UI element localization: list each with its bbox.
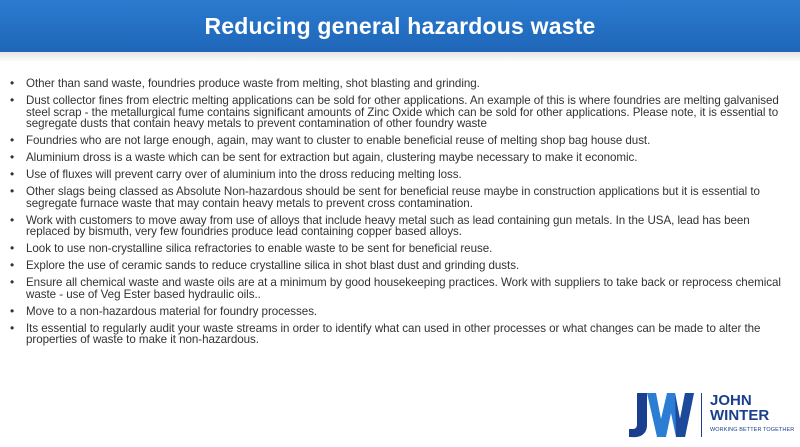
bullet-item: • Foundries who are not large enough, again, may want to cluster to enable beneficial reuse of melting shop bag house dust. [10, 135, 792, 147]
slide-title: Reducing general hazardous waste [204, 12, 596, 39]
bullet-item: • Work with customers to move away from use of alloys that include heavy metal such as lead containing gun metals. In the USA, lead has been replaced by bismuth, very few foundries produce lead containing copper based alloys. [10, 215, 792, 238]
title-bar [0, 0, 800, 52]
jw-monogram-icon [625, 391, 695, 439]
bullet-item: • Explore the use of ceramic sands to reduce crystalline silica in shot blast dust and grinding dusts. [10, 260, 792, 272]
bullet-item: • Ensure all chemical waste and waste oils are at a minimum by good housekeeping practices. Work with suppliers to take back or reprocess chemical waste - use of Veg Ester based hydraulic oils.. [10, 277, 792, 300]
bullet-item: • Other than sand waste, foundries produce waste from melting, shot blasting and grinding. [10, 78, 792, 90]
logo-line-2: WINTER [710, 407, 770, 424]
bullet-item: • Other slags being classed as Absolute Non-hazardous should be sent for beneficial reuse maybe in construction applications but it is essential to segregate furnace waste that may contain heavy metals to prevent cross contamination. [10, 186, 792, 209]
logo-wordmark [710, 393, 769, 423]
company-logo [625, 389, 795, 441]
bullet-item: • Move to a non-hazardous material for foundry processes. [10, 306, 792, 318]
bullet-item: • Its essential to regularly audit your waste streams in order to identify what can used in other processes or what changes can be made to alter the properties of waste to make it non-hazardous. [10, 323, 792, 346]
bullet-item: • Aluminium dross is a waste which can be sent for extraction but again, clustering maybe necessary to make it economic. [10, 152, 792, 164]
bullet-item: • Use of fluxes will prevent carry over of aluminium into the dross reducing melting loss. [10, 169, 792, 181]
title-bar-shadow [0, 52, 800, 62]
bullet-item: • Look to use non-crystalline silica refractories to enable waste to be sent for beneficial reuse. [10, 243, 792, 255]
logo-line-1: JOHN [710, 392, 752, 409]
bullet-item: • Dust collector fines from electric melting applications can be sold for other applications. An example of this is where foundries are melting galvanised steel scrap - the metallurgical fume contains significant amounts of Zinc Oxide which can be sold for other applications. Please note, it is essential to segregate dusts that contain heavy metals to prevent contamination of other foundry waste [10, 95, 792, 130]
bullet-list [10, 78, 792, 346]
logo-tagline: WORKING BETTER TOGETHER [710, 427, 795, 433]
slide-body [10, 78, 792, 351]
logo-divider [701, 393, 702, 437]
